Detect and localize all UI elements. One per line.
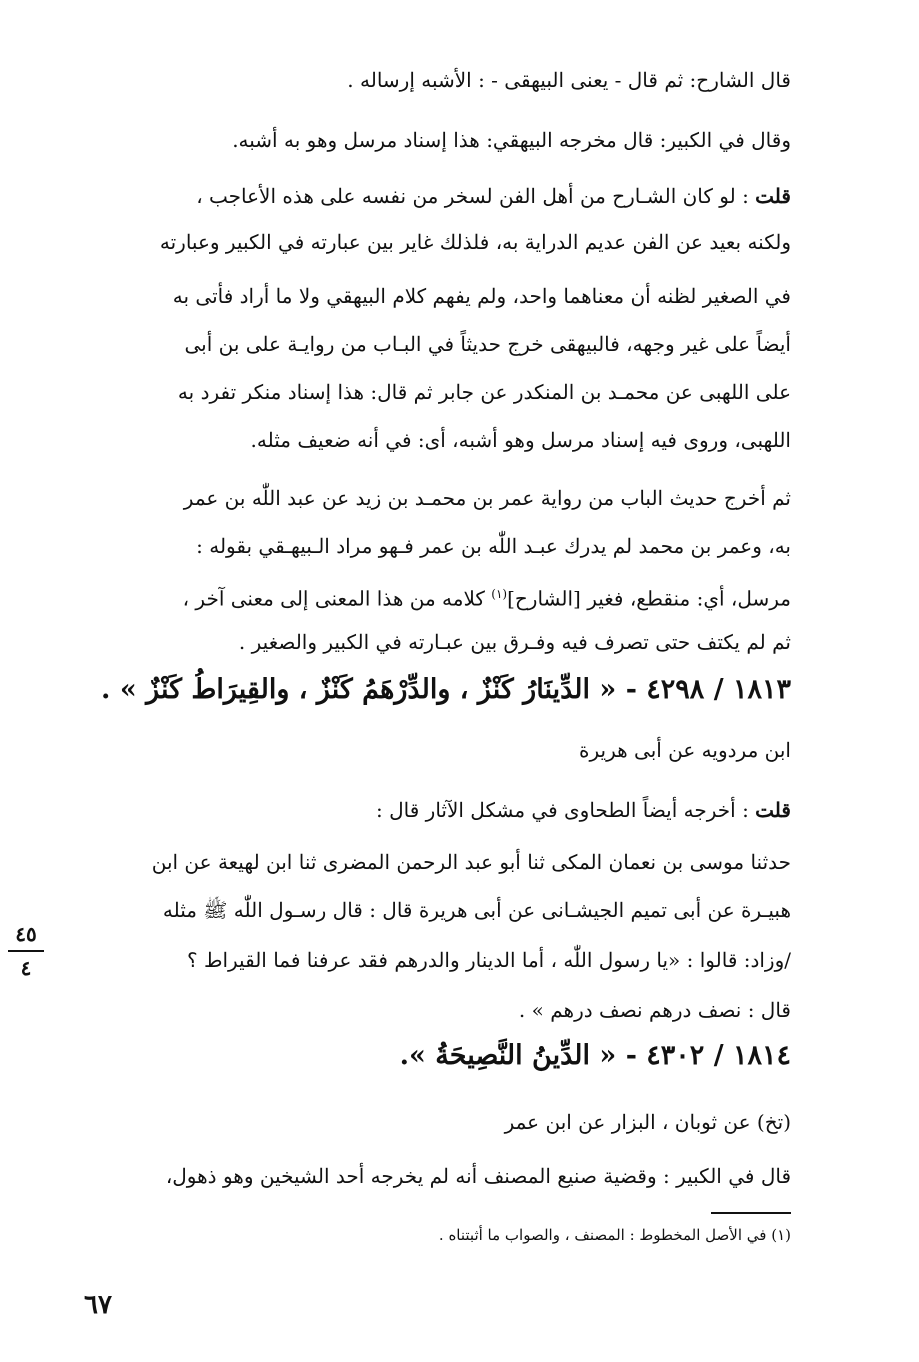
margin-note-rule — [8, 950, 44, 952]
text-line: /وزاد: قالوا : «يا رسول اللّٰه ، أما الدينار والدرهم فقد عرفنا فما القيراط ؟ — [186, 948, 791, 972]
text-line: وقال في الكبير: قال مخرجه البيهقي: هذا إسناد مرسل وهو به أشبه. — [232, 128, 791, 152]
text-line: قال : نصف درهم نصف درهم » . — [518, 998, 791, 1022]
text-segment: أخرجه أيضاً الطحاوى في مشكل الآثار قال : — [376, 798, 736, 822]
hadith-heading-1813 — [85, 676, 791, 704]
qult-label: قلت — [755, 184, 791, 208]
margin-note-top: ٤٥ — [15, 922, 37, 946]
qult-colon: : — [742, 184, 749, 208]
text-line — [85, 182, 791, 210]
text-line: على اللهبى عن محمـد بن المنكدر عن جابر ثم قال: هذا إسناد منكر تفرد به — [177, 380, 791, 404]
text-segment: لو كان الشـارح من أهل الفن لسخر من نفسه على هذه الأعاجب ، — [196, 184, 736, 208]
text-line — [85, 580, 791, 613]
hadith-number: ١٨١٤ / ٤٣٠٢ - — [625, 1040, 791, 1071]
text-line: ثم لم يكتف حتى تصرف فيه وفـرق بين عبـارته في الكبير والصغير . — [238, 630, 791, 654]
text-line: في الصغير لظنه أن معناهما واحد، ولم يفهم كلام البيهقي ولا ما أراد فأتى به — [172, 284, 791, 308]
qult-colon: : — [742, 798, 749, 822]
text-segment: كلامه من هذا المعنى إلى معنى آخر ، — [182, 586, 485, 611]
hadith-text: « الدِّينُ النَّصِيحَةُ ». — [399, 1040, 617, 1071]
text-line: حدثنا موسى بن نعمان المكى ثنا أبو عبد الرحمن المضرى ثنا ابن لهيعة عن ابن — [151, 850, 791, 874]
text-line: به، وعمر بن محمد لم يدرك عبـد اللّٰه بن عمر فـهو مراد الـبيهـقي بقوله : — [196, 534, 791, 558]
footnote-divider — [711, 1212, 791, 1214]
footnote: (١) في الأصل المخطوط : المصنف ، والصواب ما أثبتناه . — [438, 1226, 791, 1244]
text-line: ثم أخرج حديث الباب من رواية عمر بن محمـد بن زيد عن عبد اللّٰه بن عمر — [183, 486, 791, 510]
text-line: هبيـرة عن أبى تميم الجيشـانى عن أبى هريرة قال : قال رسـول اللّٰه ﷺ مثله — [162, 898, 791, 922]
text-line: اللهبى، وروى فيه إسناد مرسل وهو أشبه، أى: في أنه ضعيف مثله. — [250, 428, 791, 452]
hadith-heading-1814 — [85, 1042, 791, 1070]
hadith-number: ١٨١٣ / ٤٢٩٨ - — [625, 674, 791, 705]
text-segment: مرسل، أي: منقطع، فغير [الشارح] — [507, 586, 791, 611]
text-line: أيضاً على غير وجهه، فالبيهقى خرج حديثاً في البـاب من روايـة على بن أبى — [184, 332, 791, 356]
text-line: ولكنه بعيد عن الفن عديم الدراية به، فلذلك غاير بين عبارته في الكبير وعبارته — [159, 230, 791, 254]
page-number: ٦٧ — [84, 1290, 112, 1320]
footnote-reference: (١) — [491, 587, 508, 601]
margin-folio-note — [8, 922, 44, 980]
hadith-text: « الدِّينَارُ كَنْزٌ ، والدِّرْهَمُ كَنْزٌ ، والقِيرَاطُ كَنْزٌ » . — [101, 674, 617, 705]
text-line — [85, 796, 791, 824]
source-line: (تخ) عن ثوبان ، البزار عن ابن عمر — [504, 1110, 791, 1134]
qult-label: قلت — [755, 798, 791, 822]
text-line: قال الشارح: ثم قال - يعنى البيهقى - : الأشبه إرساله . — [347, 68, 791, 92]
margin-note-bottom: ٤ — [20, 956, 32, 980]
text-line: قال في الكبير : وقضية صنيع المصنف أنه لم يخرجه أحد الشيخين وهو ذهول، — [165, 1164, 791, 1188]
source-line: ابن مردويه عن أبى هريرة — [579, 738, 791, 762]
